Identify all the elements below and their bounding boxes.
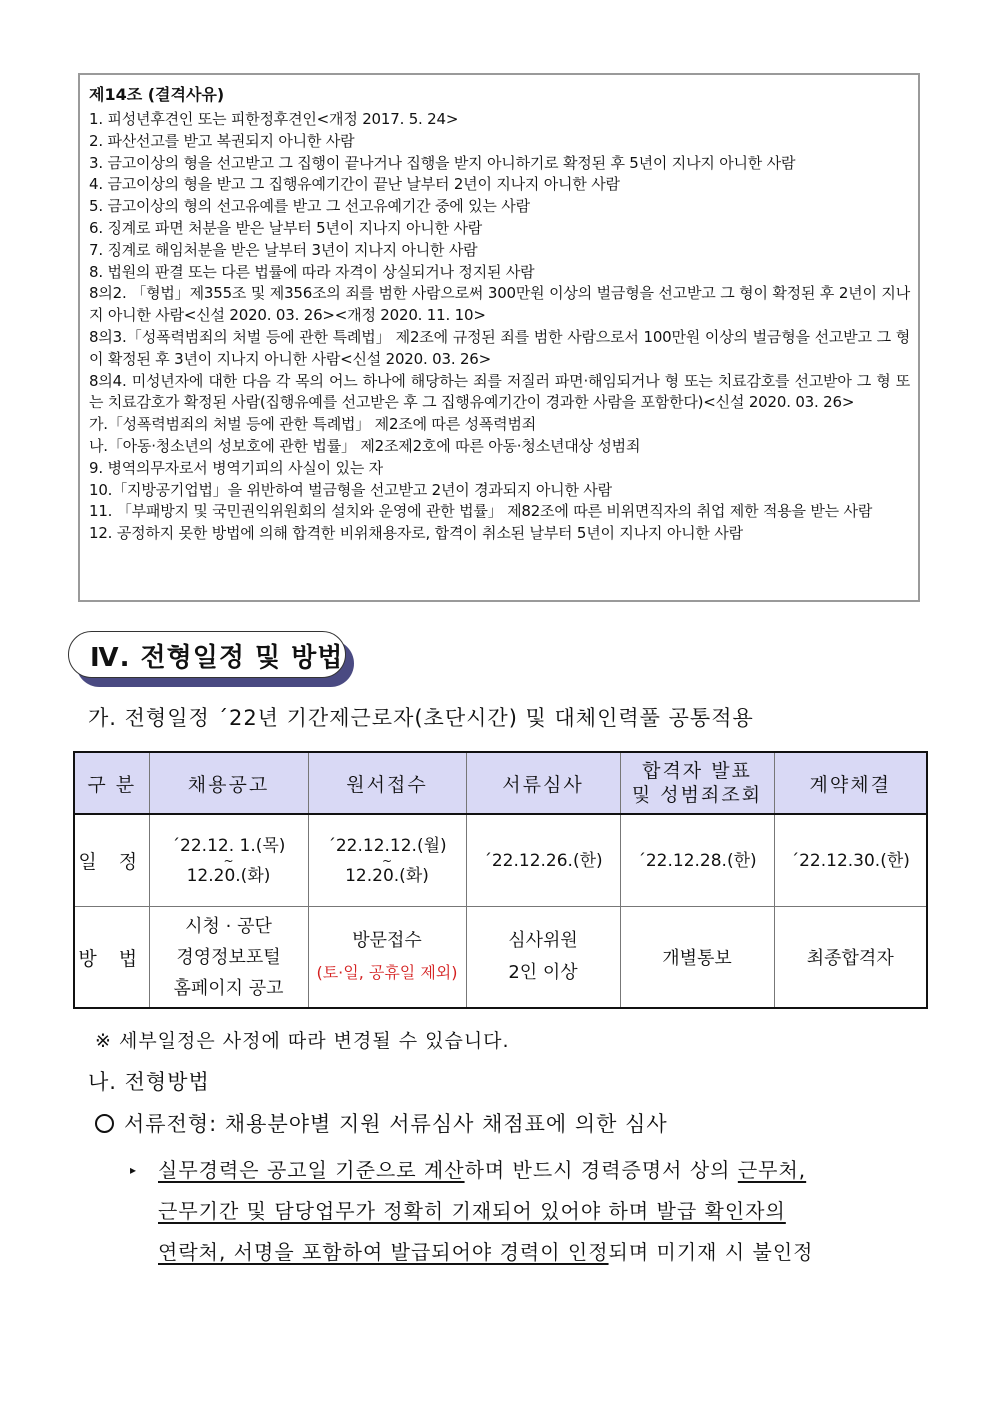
header-cell: 구 분: [74, 752, 149, 814]
section-title: Ⅳ. 전형일정 및 방법: [90, 643, 344, 673]
article-item: 12. 공정하지 못한 방법에 의해 합격한 비위채용자로, 합격이 취소된 날부터 5년이 지나지 아니한 사람: [89, 524, 743, 543]
article-item: 5. 금고이상의 형의 선고유예를 받고 그 선고유예기간 중에 있는 사람: [89, 197, 530, 216]
article-item: 8의3.「성폭력범죄의 처벌 등에 관한 특례법」 제2조에 규정된 죄를 범한 사람으로서 100만원 이상의 벌금형을 선고받고 그 형이 확정된 후 3년이 지나지 아니한 사람<신설 2020. 03. 26>: [89, 327, 910, 368]
cell-line: 2인 이상: [508, 962, 578, 983]
table-cell: [308, 907, 466, 1009]
header-cell: 계약체결: [774, 752, 927, 814]
article-item: 9. 병역의무자로서 병역기피의 사실이 있는 자: [89, 458, 383, 477]
date-end: 12.20.(화): [345, 865, 429, 886]
table-cell: 개별통보: [620, 907, 774, 1009]
article-item: 4. 금고이상의 형을 받고 그 집행유예기간이 끝난 날부터 2년이 지나지 아니한 사람: [89, 175, 620, 194]
date-tilde: ~: [223, 853, 234, 868]
article-title: 제14조 (결격사유): [89, 85, 225, 104]
schedule-note: ※ 세부일정은 사정에 따라 변경될 수 있습니다.: [95, 1030, 510, 1052]
article-item: 나.「아동·청소년의 성보호에 관한 법률」 제2조제2호에 따른 아동·청소년대상 성범죄: [89, 436, 641, 455]
table-cell: ´22.12.26.(한): [466, 814, 620, 907]
date-start: ´22.12.12.(월): [327, 835, 447, 856]
article-item: 3. 금고이상의 형을 선고받고 그 집행이 끝나거나 집행을 받지 아니하기로 확정된 후 5년이 지나지 아니한 사람: [89, 153, 796, 172]
header-cell: 서류심사: [466, 752, 620, 814]
header-cell: [620, 752, 774, 814]
doc-review-line: [95, 1108, 668, 1138]
table-cell: [466, 907, 620, 1009]
schedule-table: [73, 751, 928, 1009]
bullet-paragraph: [130, 1150, 920, 1273]
header-cell: 원서접수: [308, 752, 466, 814]
table-cell: 최종합격자: [774, 907, 927, 1009]
article-box: [78, 73, 920, 602]
section-heading: [68, 631, 354, 687]
triangle-bullet-icon: ▸: [130, 1163, 138, 1177]
article-item: 8의4. 미성년자에 대한 다음 각 목의 어느 하나에 해당하는 죄를 저질러 파면·해임되거나 형 또는 치료감호를 선고받아 그 형 또는 치료감호가 확정된 사람(집행유예를 선고받은 후 그 집행유예기간이 경과한 사람을 포함한다)<신설 2020. 03. 26>: [89, 371, 910, 412]
bullet-line: [130, 1232, 920, 1273]
date-end: 12.20.(화): [186, 865, 271, 886]
bullet-line: [130, 1150, 920, 1191]
article-item: 1. 피성년후견인 또는 피한정후견인<개정 2017. 5. 24>: [89, 110, 459, 128]
underlined-text: 근무처,: [737, 1158, 807, 1182]
table-cell: ´22.12.30.(한): [774, 814, 927, 907]
table-row: [74, 907, 927, 1009]
article-item: 8의2. 「형법」제355조 및 제356조의 죄를 범한 사람으로써 300만원 이상의 벌금형을 선고받고 그 형이 확정된 후 2년이 지나지 아니한 사람<신설 2020. 03. 26><개정 2020. 11. 10>: [89, 284, 910, 325]
table-header-row: [74, 752, 927, 814]
table-cell: ´22.12.28.(한): [620, 814, 774, 907]
article-item: 6. 징계로 파면 처분을 받은 날부터 5년이 지나지 아니한 사람: [89, 218, 483, 237]
cell-line: 심사위원: [508, 930, 578, 951]
underlined-text: 근무기간 및 담당업무가 정확히 기재되어 있어야 하며 발급 확인자의: [158, 1199, 786, 1223]
article-item: 2. 파산선고를 받고 복권되지 아니한 사람: [89, 131, 355, 150]
header-line: 및 성범죄조회: [631, 784, 763, 806]
table-cell: [308, 814, 466, 907]
underlined-text: 실무경력은 공고일 기준으로 계산: [158, 1158, 465, 1182]
article-items: [89, 109, 910, 545]
bullet-line: [130, 1191, 920, 1232]
article-item: 8. 법원의 판결 또는 다른 법률에 따라 자격이 상실되거나 정지된 사람: [89, 262, 535, 281]
article-item: 11. 「부패방지 및 국민권익위원회의 설치와 운영에 관한 법률」 제82조에 따른 비위면직자의 취업 제한 적용을 받는 사람: [89, 502, 873, 521]
date-start: ´22.12. 1.(목): [171, 835, 286, 856]
cell-note: (토·일, 공휴일 제외): [316, 963, 458, 982]
cell-line: 시청 · 공단: [185, 915, 272, 937]
article-item: 10.「지방공기업법」을 위반하여 벌금형을 선고받고 2년이 경과되지 아니한 사람: [89, 480, 612, 499]
article-item: 가.「성폭력범죄의 처벌 등에 관한 특례법」 제2조에 따른 성폭력범죄: [89, 415, 537, 434]
table-row: [74, 814, 927, 907]
doc-review-text: 서류전형: 채용분야별 지원 서류심사 채점표에 의한 심사: [124, 1112, 668, 1136]
date-tilde: ~: [381, 853, 393, 868]
header-cell: 채용공고: [149, 752, 308, 814]
row-label: 일 정: [74, 814, 149, 907]
row-label: 방 법: [74, 907, 149, 1009]
cell-line: 방문접수: [352, 930, 422, 951]
cell-line: 경영정보포털: [176, 946, 281, 968]
table-cell: [149, 814, 308, 907]
cell-line: 홈페이지 공고: [173, 977, 284, 999]
plain-text: 되며 미기재 시 불인정: [608, 1240, 814, 1264]
plain-text: 하며 반드시 경력증명서 상의: [464, 1158, 738, 1182]
subheading-method: 나. 전형방법: [88, 1070, 210, 1094]
subheading-schedule: 가. 전형일정 ´22년 기간제근로자(초단시간) 및 대체인력풀 공통적용: [88, 706, 754, 730]
underlined-text: 연락처, 서명을 포함하여 발급되어야 경력이 인정: [158, 1240, 609, 1264]
circle-bullet-icon: [95, 1114, 114, 1133]
article-item: 7. 징계로 해임처분을 받은 날부터 3년이 지나지 아니한 사람: [89, 240, 478, 259]
header-line: 합격자 발표: [642, 760, 752, 782]
table-cell: [149, 907, 308, 1009]
